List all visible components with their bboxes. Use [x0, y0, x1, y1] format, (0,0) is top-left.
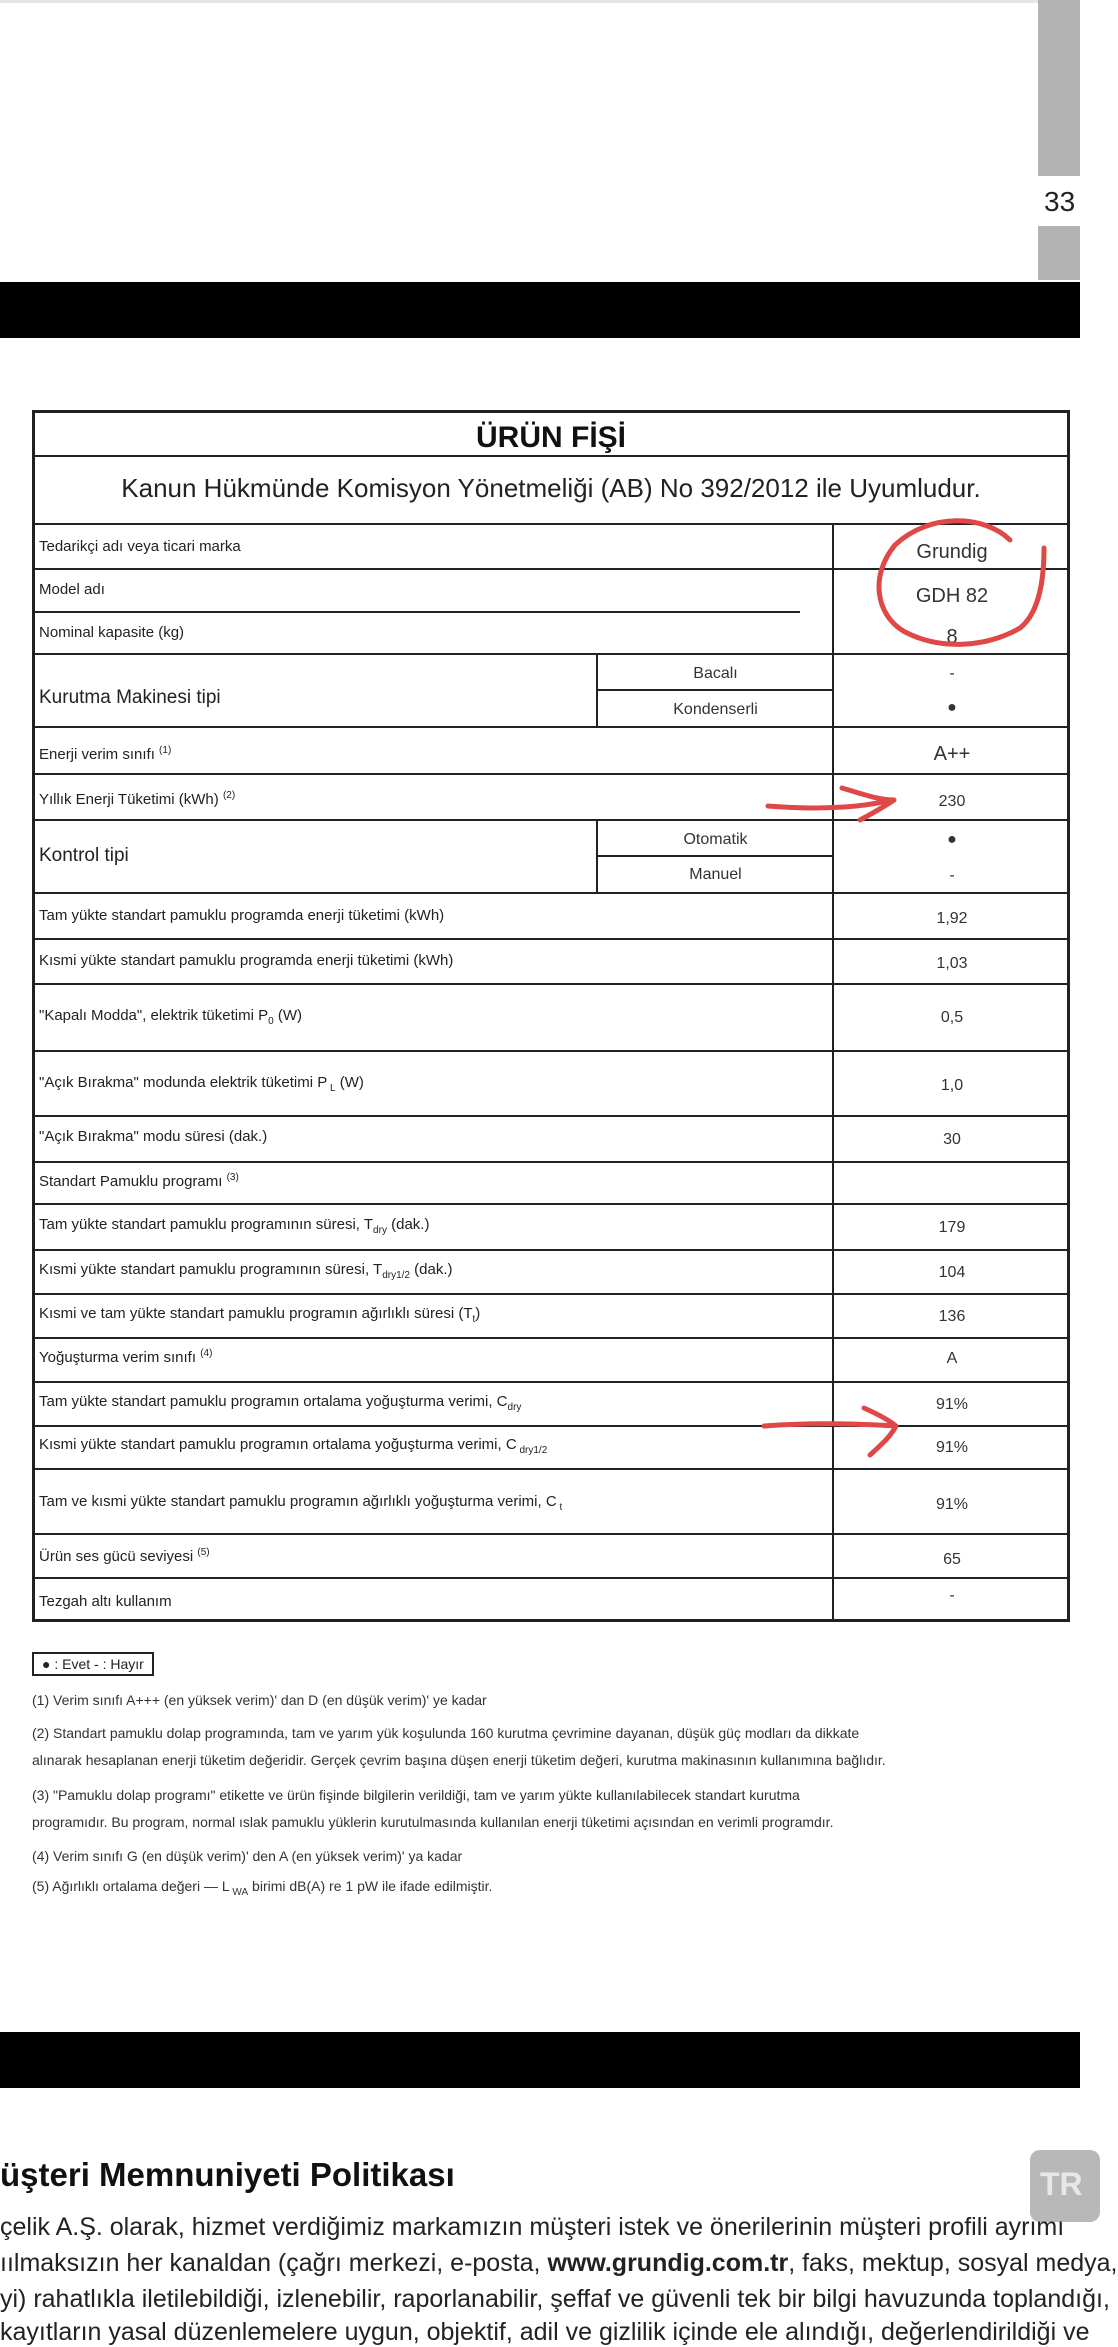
footnote-3-cont: programıdır. Bu program, normal ıslak pamuklu yüklerin kurutulmasında kullanılan enerji tüketimi açısından en verimli programdır. — [32, 1814, 834, 1830]
policy-line-4: kayıtların yasal düzenlemelere uygun, objektif, adil ve gizlilik içinde ele alındığı, değerlendirildiği ve — [0, 2318, 1090, 2346]
model-value: GDH 82 — [915, 585, 989, 607]
page-tab-top — [1038, 0, 1080, 176]
footnote-5: (5) Ağırlıklı ortalama değeri — L $_{WA}$ birimi dB(A) re 1 pW ile ifade edilmiştir. — [32, 1878, 493, 1898]
product-fiche-table: ÜRÜN FİŞİ Kanun Hükmünde Komisyon Yönetmeliği (AB) No 392/2012 ile Uyumludur. Tedarikçi adı veya ticari marka Grundig Model adı GDH 82 Nominal kapasite (kg) 8 Kurutma Makinesi tipi Bacalı - Kondenserli ● Enerji verim sınıfı $^{(1)}$ A++ Yıllık Enerji Tüketimi (kWh) $^{(2)}$ 230 Kontrol tipi Otomatik ● Manuel - Tam yükte standart pamuklu programda enerji tüketimi (kWh) 1,92 Kısmi yükte standart pamuklu programda enerji tüketimi (kWh) 1,03 "Kapalı Modda", elektrik tüketimi $P_0$ (W) 0,5 "Açık Bırakma" modunda elektrik tüketimi P $_L$ (W) 1,0 "Açık Bırakma" modu süresi (dak.) 30 Standart Pamuklu programı $^{(3)}$ Tam yükte standart pamuklu programının süresi, $T_{dry}$ (dak.) 179 Kısmi yükte standart pamuklu programının süresi, $T_{dry1/2}$ (dak.) 104 Kısmi ve tam yükte standart pamuklu programın ağırlıklı süresi $(T_t)$ 136 Yoğuşturma verim sınıfı $^{(4)}$ A Tam yükte standart pamuklu programın ortalama yoğuşturma verimi, $C_{dry}$ 91% Kısmi yükte standart pamuklu programın ortalama yoğuşturma verimi, C $_{dry1/2}$ 91% Tam ve kısmi yükte standart pamuklu programın ağırlıklı yoğuşturma verimi, C $_t$ 91% Ürün ses gücü seviyesi $^{(5)}$ 65 Tezgah altı kullanım - — [32, 410, 1070, 1622]
page-tab-bottom — [1038, 226, 1080, 280]
policy-heading: üşteri Memnuniyeti Politikası — [0, 2156, 455, 2193]
footer-black-bar — [0, 2032, 1080, 2088]
header-black-bar — [0, 282, 1080, 338]
capacity-value: 8 — [946, 626, 958, 648]
footnote-2-cont: alınarak hesaplanan enerji tüketim değeridir. Gerçek çevrim başına düşen enerji tüketim değeri, kurutma makinasının kullanımına bağlıdır. — [32, 1752, 886, 1768]
policy-line-2: ıılmaksızın her kanaldan (çağrı merkezi, e-posta, www.grundig.com.tr, faks, mektup, sosyal medya, — [0, 2249, 1118, 2277]
footnote-1: (1) Verim sınıfı A+++ (en yüksek verim)' dan D (en düşük verim)' ye kadar — [32, 1692, 487, 1708]
fiche-title: ÜRÜN FİŞİ — [476, 421, 626, 454]
energy-class-value: A++ — [933, 743, 971, 765]
annual-energy-value: 230 — [938, 793, 966, 810]
supplier-value: Grundig — [916, 541, 988, 563]
fiche-subtitle: Kanun Hükmünde Komisyon Yönetmeliği (AB) No 392/2012 ile Uyumludur. — [121, 473, 981, 503]
language-tab-label: TR — [1040, 2166, 1083, 2202]
legend: ● : Evet - : Hayır — [32, 1652, 154, 1676]
policy-website: www.grundig.com.tr — [547, 2249, 789, 2277]
value-column-divider — [832, 523, 834, 1619]
footnote-3: (3) "Pamuklu dolap programı" etikette ve ürün fişinde bilgilerin verildiği, tam ve yarım yükte kullanılabilecek standart kurutma — [32, 1787, 800, 1803]
policy-line-3: yi) rahatlıkla iletilebildiği, izlenebilir, raporlanabilir, şeffaf ve güvenli tek bir bilgi havuzunda toplandığı, — [0, 2285, 1110, 2313]
page-number: 33 — [1044, 186, 1076, 217]
footnote-2: (2) Standart pamuklu dolap programında, tam ve yarım yük koşulunda 160 kurutma çevrimine dayanan, düşük güç modları da dikkate — [32, 1725, 860, 1741]
top-edge — [0, 0, 1080, 3]
policy-line-1: çelik A.Ş. olarak, hizmet verdiğimiz markamızın müşteri istek ve önerilerinin müşteri profili ayrımı — [0, 2213, 1065, 2241]
footnote-4: (4) Verim sınıfı G (en düşük verim)' den A (en yüksek verim)' ya kadar — [32, 1848, 463, 1864]
